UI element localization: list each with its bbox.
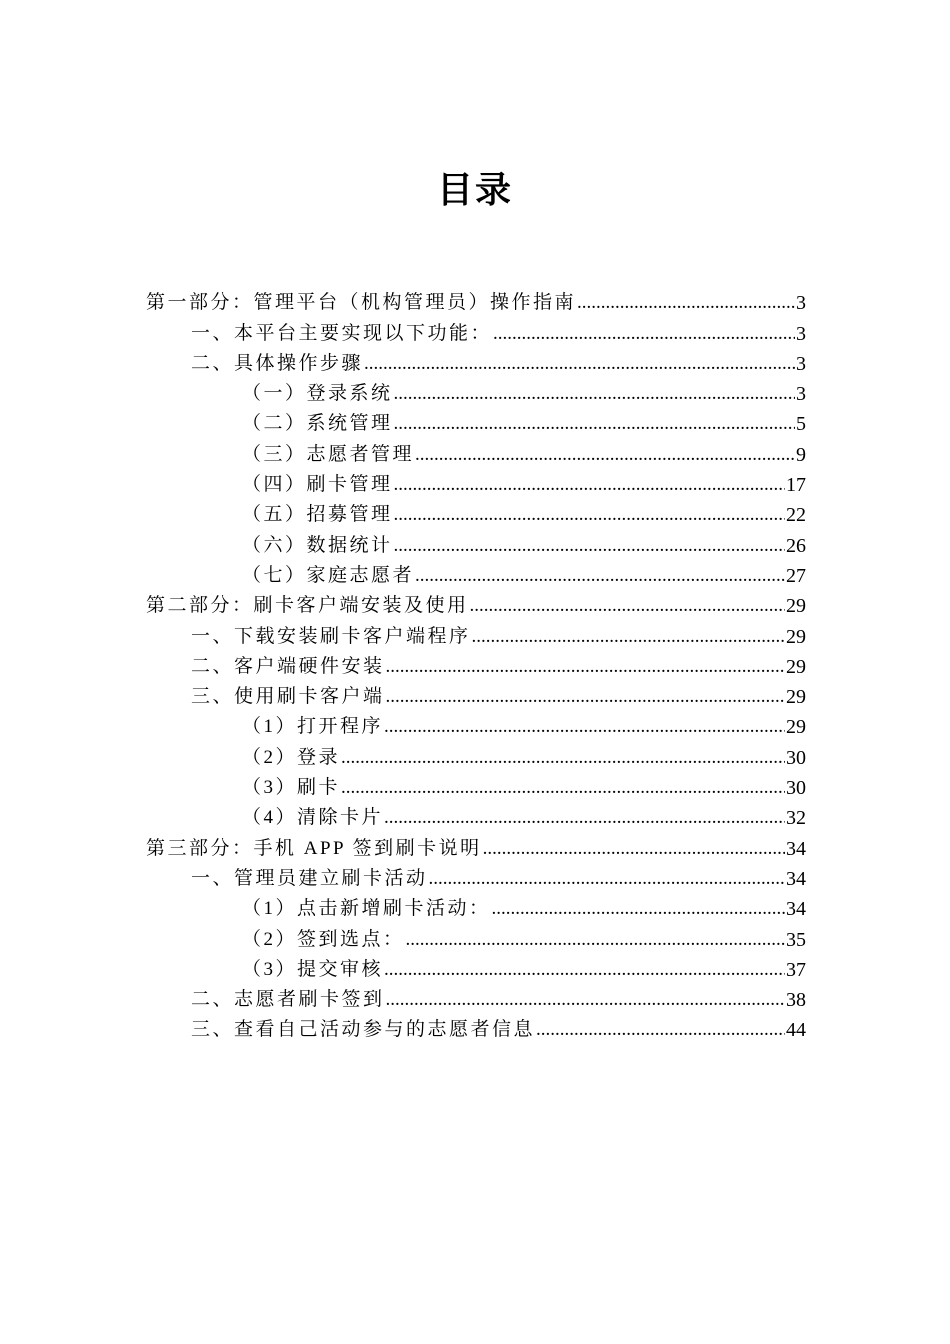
toc-dot-leader [394, 473, 785, 497]
toc-entry-text: （3）提交审核 [242, 958, 384, 980]
toc-page-number: 30 [786, 777, 806, 800]
toc-page-number: 3 [796, 322, 806, 345]
toc-entry-text: （3）刷卡 [242, 777, 341, 799]
toc-entry-text: （2）登录 [242, 746, 341, 768]
toc-entry[interactable] [146, 830, 806, 860]
toc-dot-leader [386, 685, 785, 709]
toc-entry-text: 第三部分：手机 APP 签到刷卡说明 [146, 837, 482, 859]
toc-dot-leader [364, 352, 795, 376]
toc-entry-text: 二、具体操作步骤 [191, 352, 364, 374]
toc-entry-text: （2）签到选点： [242, 928, 405, 950]
toc-page-number: 26 [786, 534, 806, 557]
toc-dot-leader [536, 1018, 785, 1042]
toc-entry[interactable] [146, 285, 806, 315]
toc-page-number: 38 [786, 989, 806, 1012]
toc-entry[interactable] [146, 679, 806, 709]
toc-page-number: 17 [786, 474, 806, 497]
toc-dot-leader [394, 534, 785, 558]
toc-dot-leader [384, 715, 785, 739]
toc-dot-leader [415, 443, 795, 467]
toc-page-number: 9 [796, 443, 806, 466]
toc-page-number: 5 [796, 413, 806, 436]
toc-entry[interactable] [146, 436, 806, 466]
toc-page-number: 32 [786, 807, 806, 830]
toc-entry[interactable] [146, 467, 806, 497]
toc-entry[interactable] [146, 861, 806, 891]
toc-entry-text: （五）招募管理 [242, 504, 393, 526]
toc-entry-text: （七）家庭志愿者 [242, 564, 415, 586]
toc-entry[interactable] [146, 800, 806, 830]
toc-entry[interactable] [146, 527, 806, 557]
toc-entry[interactable] [146, 315, 806, 345]
toc-dot-leader [384, 806, 785, 830]
toc-entry-text: （二）系统管理 [242, 413, 393, 435]
toc-page-number: 30 [786, 746, 806, 769]
toc-dot-leader [384, 958, 785, 982]
toc-entry[interactable] [146, 709, 806, 739]
toc-dot-leader [341, 776, 785, 800]
toc-entry-text: 第一部分：管理平台（机构管理员）操作指南 [146, 292, 577, 314]
toc-dot-leader [493, 322, 795, 346]
toc-entry-text: 二、客户端硬件安装 [191, 655, 385, 677]
toc-dot-leader [386, 655, 785, 679]
toc-entry[interactable] [146, 1012, 806, 1042]
toc-entry-text: 二、志愿者刷卡签到 [191, 989, 385, 1011]
toc-entry[interactable] [146, 376, 806, 406]
toc-page-number: 3 [796, 383, 806, 406]
toc-page-number: 3 [796, 292, 806, 315]
toc-dot-leader [386, 988, 785, 1012]
toc-page-number: 22 [786, 504, 806, 527]
toc-dot-leader [406, 928, 785, 952]
toc-entry-text: 一、管理员建立刷卡活动 [191, 867, 428, 889]
toc-dot-leader [492, 897, 785, 921]
toc-entry-text: （1）打开程序 [242, 716, 384, 738]
toc-page-number: 44 [786, 1019, 806, 1042]
toc-page-number: 29 [786, 686, 806, 709]
toc-dot-leader [429, 867, 785, 891]
toc-entry[interactable] [146, 588, 806, 618]
toc-entry-text: 一、下载安装刷卡客户端程序 [191, 625, 471, 647]
toc-page-number: 37 [786, 958, 806, 981]
toc-entry[interactable] [146, 891, 806, 921]
toc-entry[interactable] [146, 982, 806, 1012]
toc-entry-text: （三）志愿者管理 [242, 443, 415, 465]
toc-dot-leader [394, 382, 795, 406]
toc-page-number: 3 [796, 352, 806, 375]
toc-dot-leader [341, 746, 785, 770]
toc-entry[interactable] [146, 770, 806, 800]
toc-entry[interactable] [146, 406, 806, 436]
toc-title: 目录 [436, 170, 513, 210]
toc-page-number: 34 [786, 837, 806, 860]
toc-entry-text: 第二部分：刷卡客户端安装及使用 [146, 595, 469, 617]
toc-entry-text: 一、本平台主要实现以下功能： [191, 322, 493, 344]
toc-entry-text: （1）点击新增刷卡活动： [242, 898, 491, 920]
toc-page-number: 29 [786, 716, 806, 739]
toc-dot-leader [394, 412, 795, 436]
toc-dot-leader [415, 564, 785, 588]
toc-entry-text: 三、使用刷卡客户端 [191, 686, 385, 708]
toc-entry[interactable] [146, 497, 806, 527]
toc-entry-text: （一）登录系统 [242, 383, 393, 405]
toc-entry[interactable] [146, 921, 806, 951]
toc-entry-text: （4）清除卡片 [242, 807, 384, 829]
toc-entry[interactable] [146, 346, 806, 376]
toc-dot-leader [483, 837, 785, 861]
toc-entry[interactable] [146, 558, 806, 588]
toc-page-number: 29 [786, 625, 806, 648]
toc-dot-leader [472, 625, 785, 649]
toc-dot-leader [577, 291, 795, 315]
toc-entry[interactable] [146, 952, 806, 982]
toc-page-number: 35 [786, 928, 806, 951]
toc-page-number: 27 [786, 564, 806, 587]
toc-page-number: 34 [786, 898, 806, 921]
toc-list [146, 285, 806, 1042]
toc-entry[interactable] [146, 649, 806, 679]
toc-dot-leader [394, 503, 785, 527]
toc-page-number: 34 [786, 867, 806, 890]
toc-dot-leader [470, 594, 785, 618]
toc-entry-text: 三、查看自己活动参与的志愿者信息 [191, 1019, 536, 1041]
toc-entry[interactable] [146, 739, 806, 769]
toc-entry-text: （六）数据统计 [242, 534, 393, 556]
toc-entry-text: （四）刷卡管理 [242, 474, 393, 496]
toc-entry[interactable] [146, 618, 806, 648]
toc-page-number: 29 [786, 595, 806, 618]
toc-page-number: 29 [786, 655, 806, 678]
